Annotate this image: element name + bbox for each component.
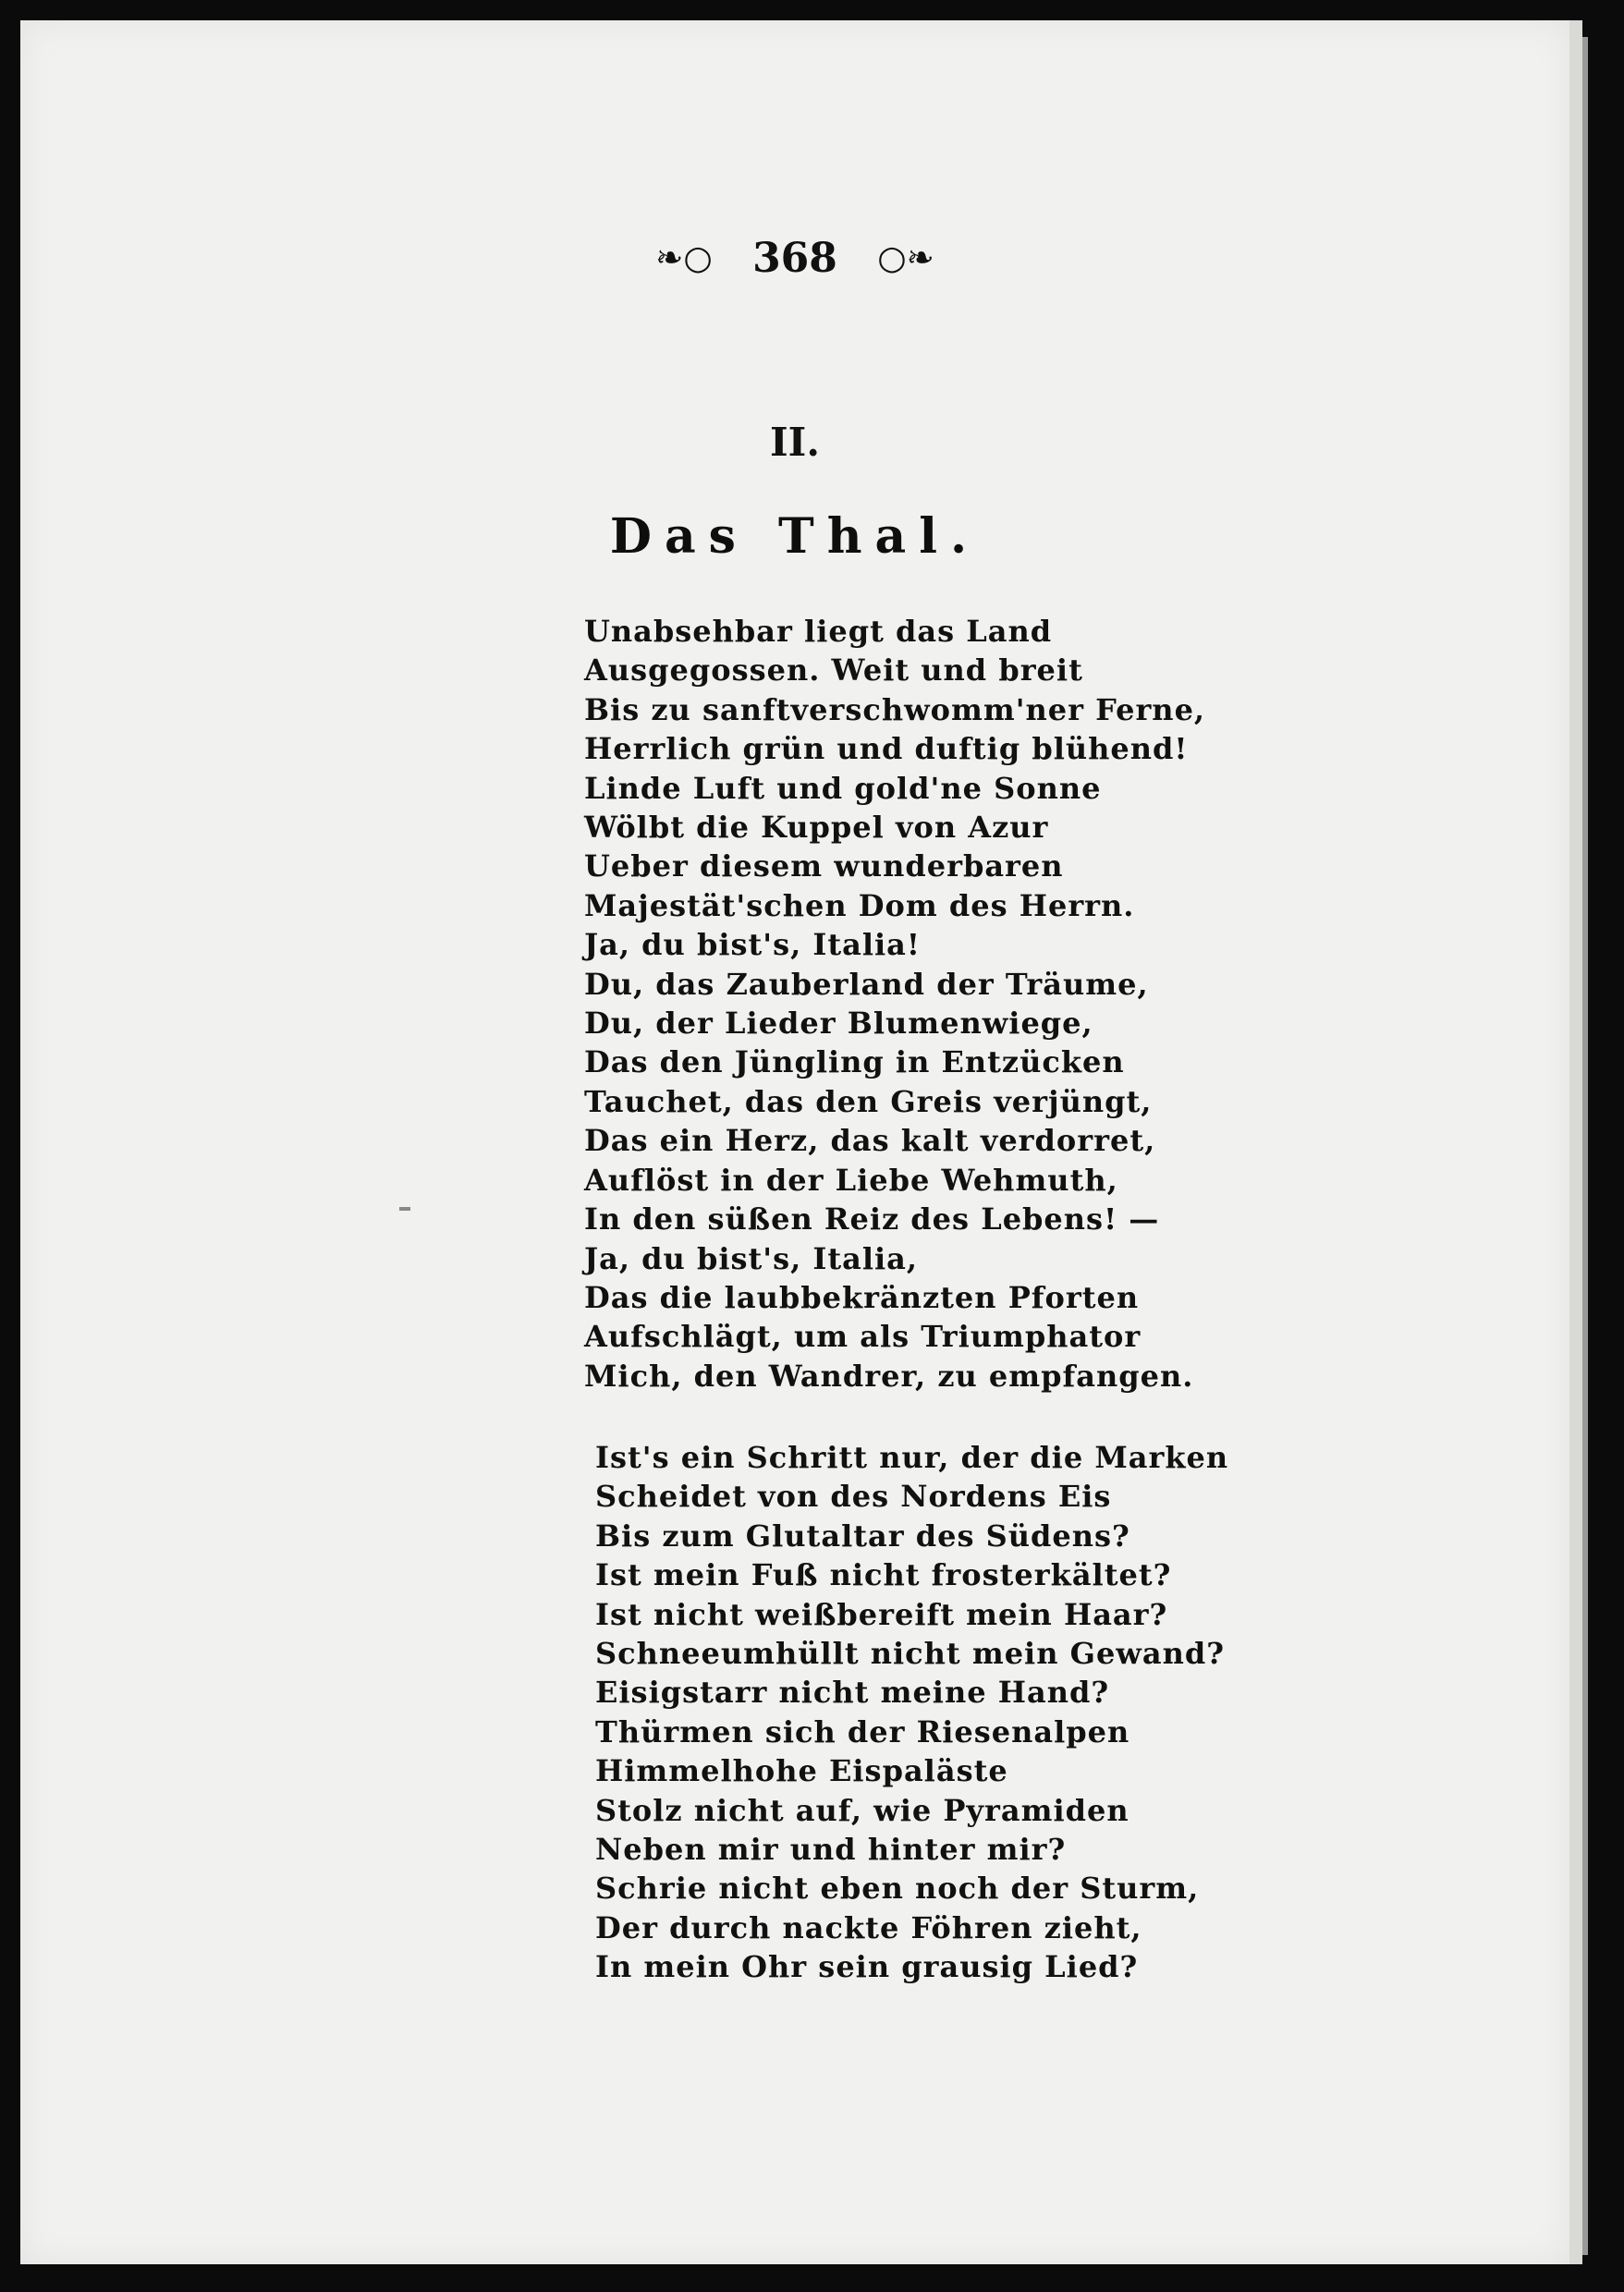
poem-line: Himmelhohe Eispaläste [595, 1753, 1008, 1789]
poem-line: Unabsehbar liegt das Land [584, 614, 1053, 649]
poem-line: Das den Jüngling in Entzücken [584, 1044, 1125, 1080]
stanza-1 [584, 612, 1205, 1396]
poem-line: Herrlich grün und duftig blühend! [584, 731, 1189, 767]
poem-line: Ist's ein Schritt nur, der die Marken [595, 1440, 1229, 1475]
page-edge [1569, 20, 1582, 2264]
poem-line: Das ein Herz, das kalt verdorret, [584, 1123, 1156, 1159]
book-page [20, 20, 1569, 2264]
page-number: 368 [752, 235, 837, 282]
poem-title: Das Thal. [609, 508, 981, 565]
section-number: II. [770, 420, 820, 465]
poem-line: In den süßen Reiz des Lebens! — [584, 1201, 1160, 1237]
poem-line: Der durch nackte Föhren zieht, [595, 1909, 1142, 1945]
poem-line: Ausgegossen. Weit und breit [584, 652, 1083, 689]
poem-line: Ist mein Fuß nicht frosterkältet? [595, 1557, 1172, 1593]
poem-line: Majestät'schen Dom des Herrn. [584, 887, 1135, 923]
poem-line: In mein Ohr sein grausig Lied? [595, 1949, 1139, 1985]
poem-line: Neben mir und hinter mir? [595, 1832, 1067, 1868]
poem-line: Schneeumhüllt nicht mein Gewand? [595, 1636, 1225, 1672]
poem-line: Bis zum Glutaltar des Südens? [595, 1518, 1130, 1554]
poem-line: Du, der Lieder Blumenwiege, [584, 1006, 1093, 1042]
poem-line: Ja, du bist's, Italia, [584, 1240, 919, 1276]
poem-line: Bis zu sanftverschwomm'ner Ferne, [584, 691, 1206, 727]
poem-line: Aufschlägt, um als Triumphator [584, 1319, 1142, 1355]
poem-line: Stolz nicht auf, wie Pyramiden [595, 1792, 1129, 1828]
poem-line: Ja, du bist's, Italia! [584, 927, 921, 963]
stanza-2 [595, 1438, 1228, 1987]
poem-line: Thürmen sich der Riesenalpen [595, 1713, 1130, 1749]
page-header [20, 235, 1569, 282]
poem-line: Du, das Zauberland der Träume, [584, 966, 1149, 1002]
poem-line: Das die laubbekränzten Pforten [584, 1279, 1140, 1315]
poem-line: Ist nicht weißbereift mein Haar? [595, 1596, 1168, 1632]
poem-line: Ueber diesem wunderbaren [584, 848, 1064, 884]
poem-line: Linde Luft und gold'ne Sonne [584, 770, 1102, 806]
poem-line: Schrie nicht eben noch der Sturm, [595, 1871, 1200, 1907]
ornament-right-icon: ○❧ [877, 239, 934, 277]
poem-line: Scheidet von des Nordens Eis [595, 1479, 1112, 1515]
poem-line: Wölbt die Kuppel von Azur [584, 810, 1049, 846]
ornament-left-icon: ❧○ [655, 239, 713, 277]
poem-line: Tauchet, das den Greis verjüngt, [584, 1083, 1153, 1119]
poem-line: Eisigstarr nicht meine Hand? [595, 1675, 1110, 1711]
scan-speck [399, 1207, 410, 1211]
page-edge-shadow [1582, 37, 1588, 2255]
poem-line: Mich, den Wandrer, zu empfangen. [584, 1358, 1194, 1394]
poem-line: Auflöst in der Liebe Wehmuth, [584, 1162, 1118, 1198]
